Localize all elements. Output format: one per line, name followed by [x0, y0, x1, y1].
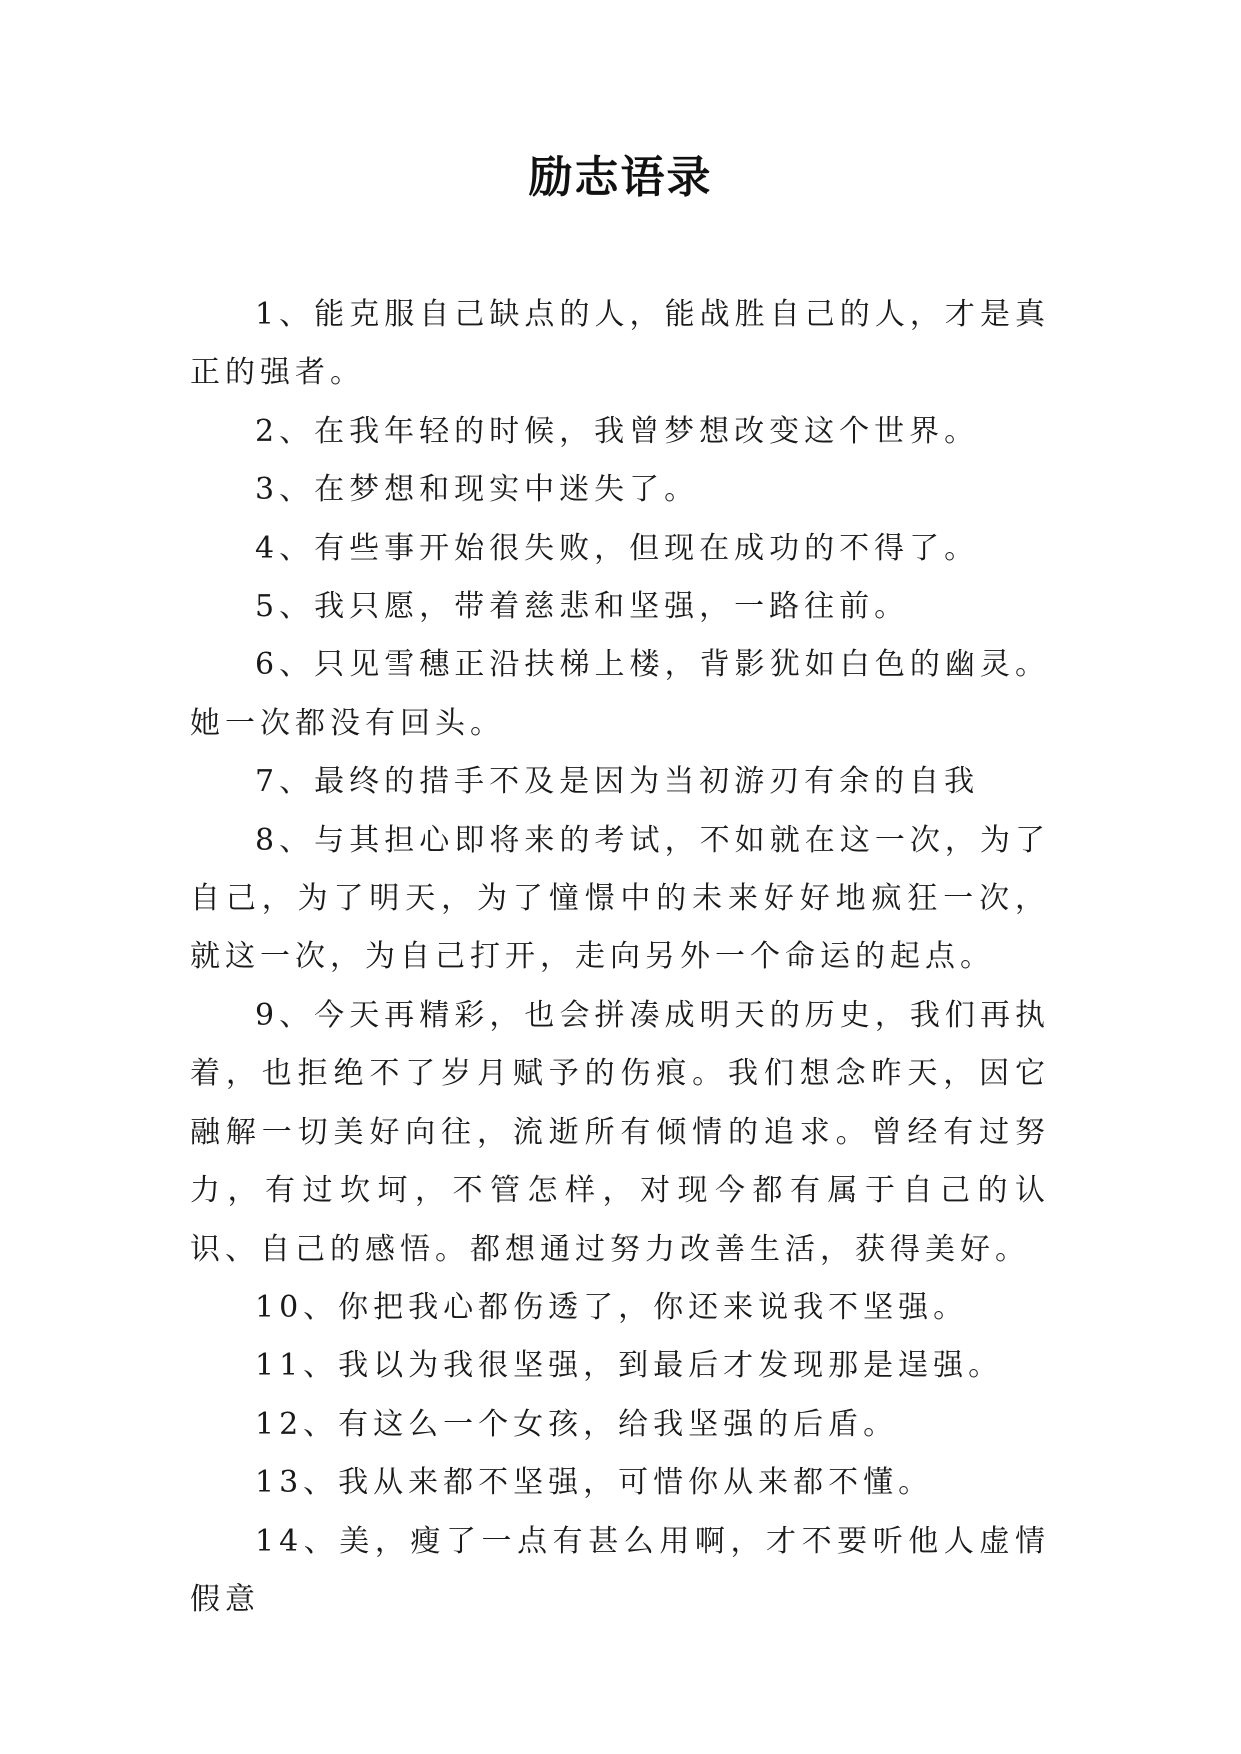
document-body	[190, 286, 1050, 1629]
quote-paragraph-10: 10、你把我心都伤透了，你还来说我不坚强。	[255, 1289, 969, 1325]
quote-paragraph-8: 8、与其担心即将来的考试，不如就在这一次，为了自己，为了明天，为了憧憬中的未来好好地疯狂一次，就这一次，为自己打开，走向另外一个命运的起点。	[190, 822, 1050, 975]
quote-paragraph-14: 14、美，瘦了一点有甚么用啊，才不要听他人虚情假意	[190, 1523, 1050, 1617]
quote-paragraph-13: 13、我从来都不坚强，可惜你从来都不懂。	[255, 1465, 934, 1501]
quote-paragraph-4: 4、有些事开始很失败，但现在成功的不得了。	[255, 530, 980, 566]
quote-paragraph-6: 6、只见雪穗正沿扶梯上楼，背影犹如白色的幽灵。她一次都没有回头。	[190, 647, 1050, 741]
quote-paragraph-3: 3、在梦想和现实中迷失了。	[255, 472, 700, 508]
document-title: 励志语录	[528, 152, 713, 203]
quote-paragraph-1: 1、能克服自己缺点的人，能战胜自己的人，才是真正的强者。	[190, 297, 1050, 391]
quote-paragraph-9: 9、今天再精彩，也会拼凑成明天的历史，我们再执着，也拒绝不了岁月赋予的伤痕。我们想念昨天，因它融解一切美好向往，流逝所有倾情的追求。曾经有过努力，有过坎坷，不管怎样，对现今都有属于自己的认识、自己的感悟。都想通过努力改善生活，获得美好。	[190, 997, 1050, 1267]
quote-paragraph-12: 12、有这么一个女孩，给我坚强的后盾。	[255, 1406, 899, 1442]
quote-paragraph-7: 7、最终的措手不及是因为当初游刃有余的自我	[255, 764, 980, 800]
quote-paragraph-2: 2、在我年轻的时候，我曾梦想改变这个世界。	[255, 413, 980, 449]
quote-paragraph-5: 5、我只愿，带着慈悲和坚强，一路往前。	[255, 589, 910, 625]
quote-paragraph-11: 11、我以为我很坚强，到最后才发现那是逞强。	[255, 1348, 1004, 1384]
